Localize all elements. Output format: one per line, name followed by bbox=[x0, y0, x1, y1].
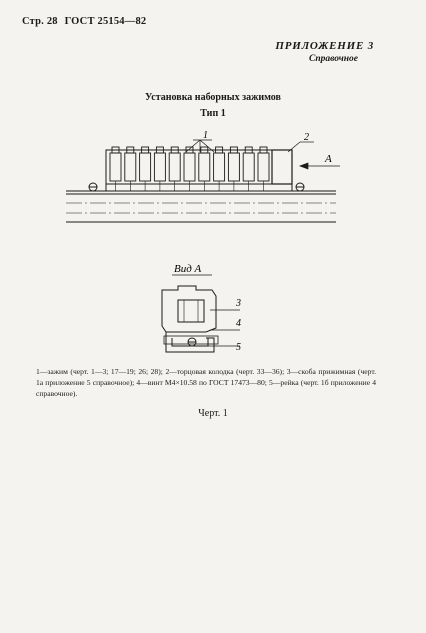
page-number: Стр. 28 bbox=[22, 16, 58, 27]
callout-4: 4 bbox=[236, 318, 241, 329]
callout-5: 5 bbox=[236, 342, 241, 353]
clamp-8 bbox=[214, 153, 225, 181]
clamp-5 bbox=[169, 153, 180, 181]
figure-number: Черт. 1 bbox=[198, 408, 228, 419]
figure-title: Установка наборных зажимов bbox=[145, 92, 281, 103]
caption-item-4: 4—винт М4×10.58 по ГОСТ 17473—80; bbox=[136, 378, 267, 387]
caption-item-1: 1—зажим (черт. 1—3; 17—19; 26; 28); bbox=[36, 367, 163, 376]
appendix-title: ПРИЛОЖЕНИЕ 3 bbox=[275, 40, 374, 52]
standard-number: ГОСТ 25154—82 bbox=[64, 16, 147, 27]
view-a-label: Вид A bbox=[174, 263, 202, 275]
callout-3: 3 bbox=[236, 298, 241, 309]
clamp-6 bbox=[184, 153, 195, 181]
figure-caption bbox=[36, 366, 376, 399]
clamp-3 bbox=[140, 153, 151, 181]
clamp-4 bbox=[154, 153, 165, 181]
clamp-7 bbox=[199, 153, 210, 181]
view-arrow-label: A bbox=[325, 153, 332, 165]
end-cap bbox=[272, 150, 292, 184]
clamp-2 bbox=[125, 153, 136, 181]
clamp-1 bbox=[110, 153, 121, 181]
clamp-10 bbox=[243, 153, 254, 181]
caption-item-5: 5—рейка (черт. 1б приложение 4 справочное). bbox=[36, 378, 376, 398]
appendix-subtitle: Справочное bbox=[309, 54, 358, 64]
clamp-11 bbox=[258, 153, 269, 181]
clamp-9 bbox=[228, 153, 239, 181]
view-a-detail bbox=[162, 286, 218, 352]
callout-1: 1 bbox=[203, 130, 208, 141]
figure-type: Тип 1 bbox=[200, 108, 226, 119]
callout-2: 2 bbox=[304, 132, 309, 143]
caption-item-3: 3—скоба прижимная (черт. 1а приложение 5 справочное); bbox=[36, 367, 376, 387]
caption-item-2: 2—торцовая колодка (черт. 33—36); bbox=[165, 367, 285, 376]
